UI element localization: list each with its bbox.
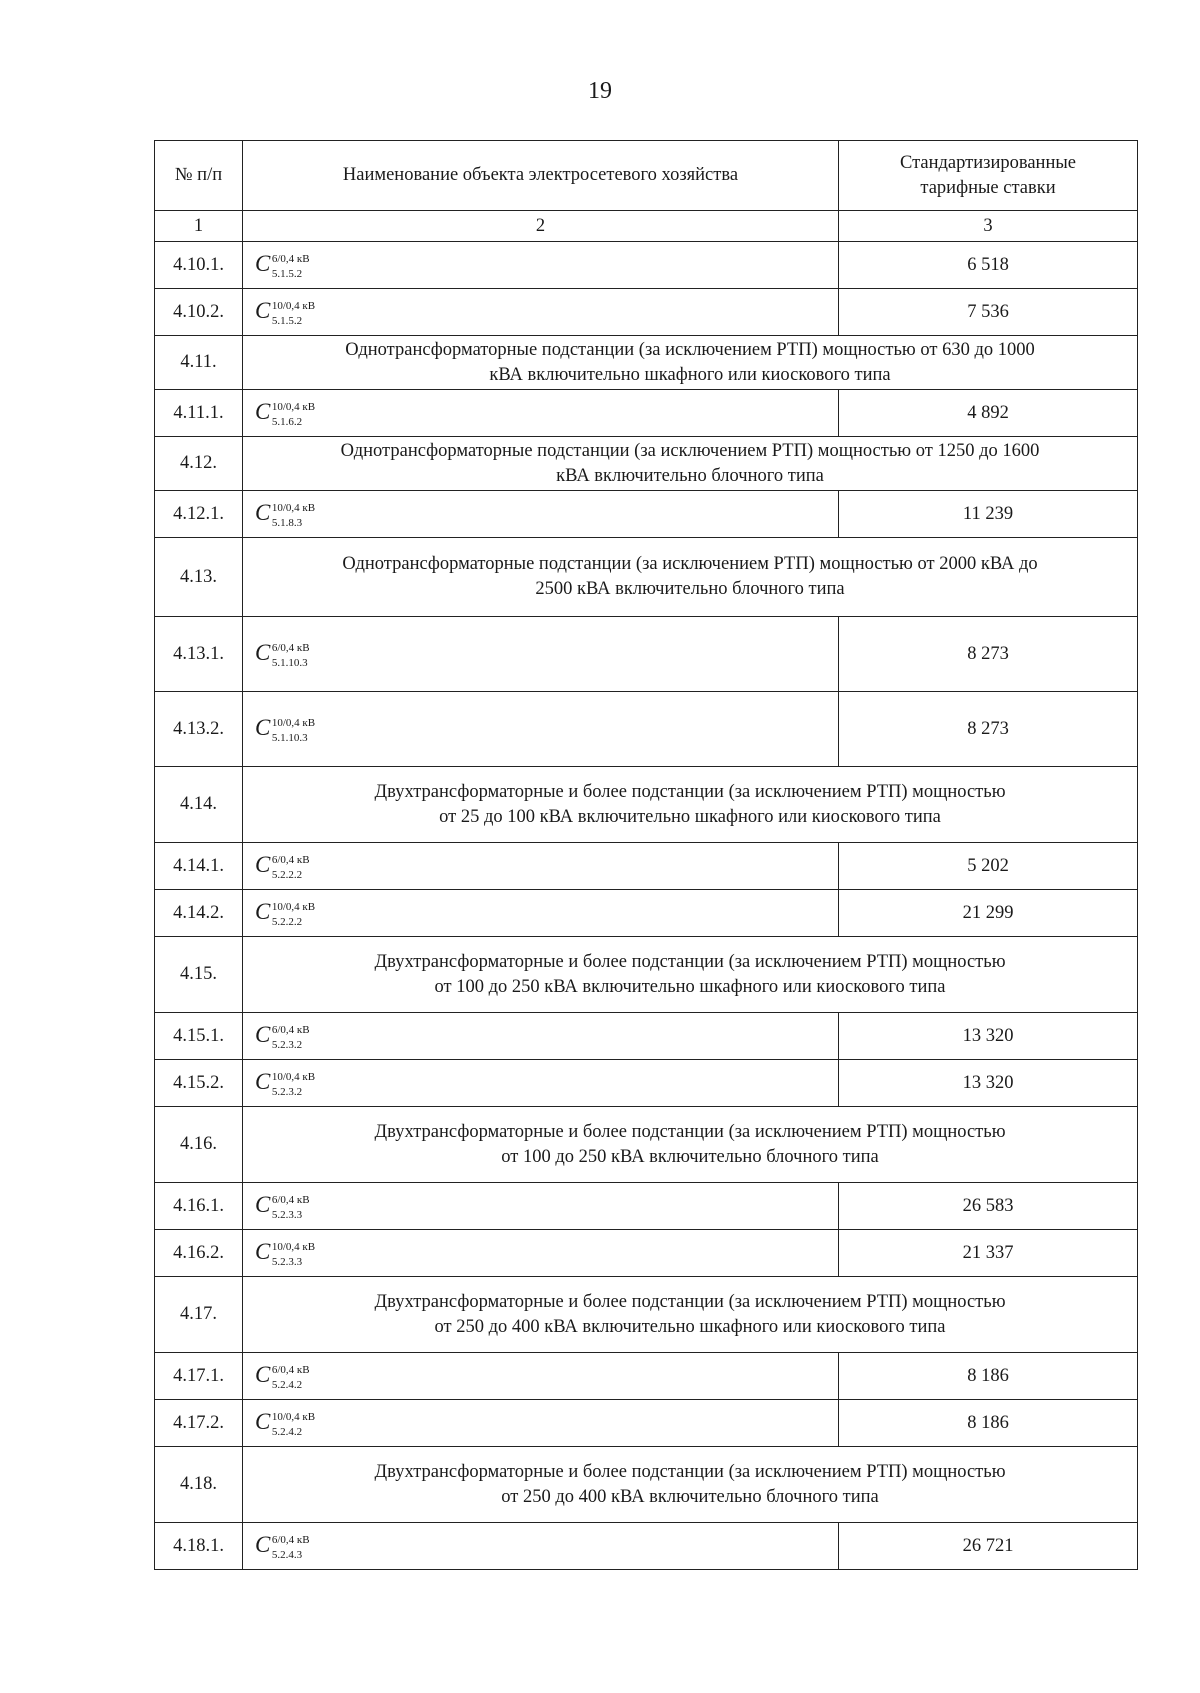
rate-symbol [243, 843, 839, 890]
row-number: 4.13.1. [155, 617, 243, 692]
rate-symbol [243, 1353, 839, 1400]
row-number: 4.16. [155, 1107, 243, 1183]
rate-symbol-scripts [271, 1193, 310, 1221]
rate-symbol-superscript: 6/0,4 кВ [271, 252, 310, 265]
section-row [155, 437, 1138, 491]
rate-symbol-subscript: 5.2.3.3 [271, 1208, 303, 1221]
rate-symbol-scripts [271, 1533, 310, 1561]
row-number: 4.16.1. [155, 1183, 243, 1230]
section-title-line2: кВА включительно блочного типа [556, 465, 824, 486]
rate-symbol [243, 1400, 839, 1447]
table-row [155, 890, 1138, 937]
row-number: 4.11. [155, 336, 243, 390]
table-row [155, 1400, 1138, 1447]
rate-symbol-scripts [271, 400, 316, 428]
header-rates [839, 141, 1138, 211]
section-title [243, 1107, 1138, 1183]
section-title [243, 1277, 1138, 1353]
rate-symbol [243, 491, 839, 538]
rate-value: 5 202 [839, 843, 1138, 890]
rate-value: 8 186 [839, 1353, 1138, 1400]
rate-symbol-superscript: 6/0,4 кВ [271, 1193, 310, 1206]
row-number: 4.18. [155, 1447, 243, 1523]
rate-value: 13 320 [839, 1060, 1138, 1107]
header-name: Наименование объекта электросетевого хозяйства [243, 141, 839, 211]
row-number: 4.17.2. [155, 1400, 243, 1447]
row-number: 4.10.2. [155, 289, 243, 336]
section-title [243, 336, 1138, 390]
rate-symbol-subscript: 5.1.10.3 [271, 731, 308, 744]
table-row [155, 390, 1138, 437]
rate-symbol-subscript: 5.2.4.2 [271, 1378, 303, 1391]
rate-value: 8 273 [839, 692, 1138, 767]
table-header-row [155, 141, 1138, 211]
rate-value: 21 299 [839, 890, 1138, 937]
rate-symbol-superscript: 6/0,4 кВ [271, 641, 310, 654]
tariff-table [154, 140, 1138, 1570]
rate-symbol-subscript: 5.2.4.2 [271, 1425, 303, 1438]
rate-symbol-letter: C [255, 1239, 271, 1264]
section-title-line2: от 250 до 400 кВА включительно шкафного или киоскового типа [434, 1316, 946, 1337]
row-number: 4.11.1. [155, 390, 243, 437]
rate-symbol-scripts [271, 900, 316, 928]
section-title-line1: Двухтрансформаторные и более подстанции (за исключением РТП) мощностью [374, 951, 1006, 972]
rate-value: 13 320 [839, 1013, 1138, 1060]
rate-symbol-scripts [271, 853, 310, 881]
table-row [155, 692, 1138, 767]
rate-symbol [243, 890, 839, 937]
header-number: № п/п [155, 141, 243, 211]
row-number: 4.15.1. [155, 1013, 243, 1060]
table-row [155, 843, 1138, 890]
rate-symbol-letter: C [255, 1192, 271, 1217]
column-number-row [155, 211, 1138, 242]
section-title-line1: Двухтрансформаторные и более подстанции (за исключением РТП) мощностью [374, 1291, 1006, 1312]
rate-symbol [243, 242, 839, 289]
page-number: 19 [588, 78, 612, 104]
section-title-line2: 2500 кВА включительно блочного типа [535, 579, 845, 599]
rate-symbol-letter: C [255, 298, 271, 323]
rate-value: 21 337 [839, 1230, 1138, 1277]
table-row [155, 1183, 1138, 1230]
rate-value: 26 721 [839, 1523, 1138, 1570]
rate-value: 11 239 [839, 491, 1138, 538]
row-number: 4.15. [155, 937, 243, 1013]
rate-symbol-letter: C [255, 852, 271, 877]
column-number-2: 2 [243, 211, 839, 242]
rate-symbol-letter: C [255, 251, 271, 276]
rate-symbol-letter: C [255, 399, 271, 424]
rate-symbol [243, 617, 839, 692]
rate-value: 4 892 [839, 390, 1138, 437]
row-number: 4.17. [155, 1277, 243, 1353]
section-title-line2: кВА включительно шкафного или киоскового типа [489, 364, 891, 385]
rate-symbol-scripts [271, 1410, 316, 1438]
rate-symbol-subscript: 5.1.5.2 [271, 314, 303, 327]
table-row [155, 1013, 1138, 1060]
row-number: 4.10.1. [155, 242, 243, 289]
rate-symbol-superscript: 6/0,4 кВ [271, 853, 310, 866]
rate-symbol-superscript: 10/0,4 кВ [271, 400, 316, 413]
column-number-3: 3 [839, 211, 1138, 242]
section-title [243, 767, 1138, 843]
section-row [155, 538, 1138, 617]
header-rates-line2: тарифные ставки [920, 177, 1056, 198]
rate-symbol-letter: C [255, 1362, 271, 1387]
section-title-line2: от 25 до 100 кВА включительно шкафного или киоскового типа [439, 806, 941, 827]
section-title-line1: Однотрансформаторные подстанции (за исключением РТП) мощностью от 630 до 1000 [345, 339, 1035, 360]
rate-symbol [243, 1230, 839, 1277]
rate-symbol-scripts [271, 299, 316, 327]
rate-symbol-subscript: 5.2.3.2 [271, 1085, 303, 1098]
rate-symbol-superscript: 10/0,4 кВ [271, 501, 316, 514]
rate-symbol-superscript: 10/0,4 кВ [271, 299, 316, 312]
rate-symbol-subscript: 5.1.10.3 [271, 656, 308, 669]
table-row [155, 1060, 1138, 1107]
section-title-line1: Однотрансформаторные подстанции (за исключением РТП) мощностью от 2000 кВА до [342, 554, 1038, 574]
table-row [155, 242, 1138, 289]
rate-symbol-superscript: 10/0,4 кВ [271, 1410, 316, 1423]
rate-symbol-letter: C [255, 715, 271, 740]
rate-symbol [243, 692, 839, 767]
rate-symbol-letter: C [255, 1022, 271, 1047]
section-row [155, 767, 1138, 843]
table-body [155, 242, 1138, 1570]
table-row [155, 491, 1138, 538]
column-number-1: 1 [155, 211, 243, 242]
section-title-line1: Двухтрансформаторные и более подстанции (за исключением РТП) мощностью [374, 781, 1006, 802]
rate-symbol-scripts [271, 501, 316, 529]
rate-value: 7 536 [839, 289, 1138, 336]
header-rates-line1: Стандартизированные [900, 152, 1076, 173]
section-row [155, 1277, 1138, 1353]
rate-symbol-scripts [271, 641, 310, 669]
section-title-line2: от 250 до 400 кВА включительно блочного типа [501, 1486, 879, 1507]
row-number: 4.15.2. [155, 1060, 243, 1107]
section-title-line2: от 100 до 250 кВА включительно блочного типа [501, 1146, 879, 1167]
section-title [243, 1447, 1138, 1523]
rate-symbol-scripts [271, 252, 310, 280]
rate-symbol-subscript: 5.2.2.2 [271, 868, 303, 881]
rate-symbol-superscript: 6/0,4 кВ [271, 1363, 310, 1376]
section-row [155, 937, 1138, 1013]
row-number: 4.14. [155, 767, 243, 843]
section-row [155, 1107, 1138, 1183]
section-title [243, 937, 1138, 1013]
row-number: 4.18.1. [155, 1523, 243, 1570]
section-title [243, 538, 1138, 617]
rate-symbol-subscript: 5.1.5.2 [271, 267, 303, 280]
rate-symbol-subscript: 5.2.2.2 [271, 915, 303, 928]
rate-value: 6 518 [839, 242, 1138, 289]
section-title-line1: Однотрансформаторные подстанции (за исключением РТП) мощностью от 1250 до 1600 [340, 440, 1040, 461]
table-row [155, 1230, 1138, 1277]
row-number: 4.12. [155, 437, 243, 491]
rate-symbol-superscript: 6/0,4 кВ [271, 1533, 310, 1546]
rate-symbol-subscript: 5.2.4.3 [271, 1548, 303, 1561]
rate-value: 8 273 [839, 617, 1138, 692]
rate-value: 26 583 [839, 1183, 1138, 1230]
rate-symbol-superscript: 10/0,4 кВ [271, 1240, 316, 1253]
rate-symbol-superscript: 6/0,4 кВ [271, 1023, 310, 1036]
rate-symbol-superscript: 10/0,4 кВ [271, 1070, 316, 1083]
rate-symbol [243, 1013, 839, 1060]
rate-symbol-letter: C [255, 1409, 271, 1434]
rate-symbol-superscript: 10/0,4 кВ [271, 900, 316, 913]
rate-symbol-letter: C [255, 500, 271, 525]
row-number: 4.17.1. [155, 1353, 243, 1400]
table-row [155, 289, 1138, 336]
rate-symbol-letter: C [255, 640, 271, 665]
rate-symbol [243, 1183, 839, 1230]
rate-symbol-subscript: 5.1.6.2 [271, 415, 303, 428]
rate-symbol-scripts [271, 1240, 316, 1268]
row-number: 4.14.1. [155, 843, 243, 890]
section-title-line1: Двухтрансформаторные и более подстанции (за исключением РТП) мощностью [374, 1121, 1006, 1142]
row-number: 4.13.2. [155, 692, 243, 767]
rate-symbol-letter: C [255, 1069, 271, 1094]
rate-symbol-subscript: 5.1.8.3 [271, 516, 303, 529]
row-number: 4.14.2. [155, 890, 243, 937]
rate-symbol-scripts [271, 1023, 310, 1051]
rate-symbol-letter: C [255, 1532, 271, 1557]
rate-symbol-superscript: 10/0,4 кВ [271, 716, 316, 729]
rate-symbol [243, 1523, 839, 1570]
rate-symbol-subscript: 5.2.3.2 [271, 1038, 303, 1051]
rate-symbol-scripts [271, 716, 316, 744]
section-row [155, 1447, 1138, 1523]
table-row [155, 1523, 1138, 1570]
row-number: 4.13. [155, 538, 243, 617]
rate-symbol-scripts [271, 1363, 310, 1391]
table-row [155, 617, 1138, 692]
section-title [243, 437, 1138, 491]
rate-symbol-subscript: 5.2.3.3 [271, 1255, 303, 1268]
rate-symbol-letter: C [255, 899, 271, 924]
rate-symbol [243, 1060, 839, 1107]
row-number: 4.12.1. [155, 491, 243, 538]
section-row [155, 336, 1138, 390]
section-title-line2: от 100 до 250 кВА включительно шкафного или киоскового типа [434, 976, 946, 997]
rate-symbol [243, 390, 839, 437]
row-number: 4.16.2. [155, 1230, 243, 1277]
rate-symbol [243, 289, 839, 336]
table-row [155, 1353, 1138, 1400]
rate-symbol-scripts [271, 1070, 316, 1098]
section-title-line1: Двухтрансформаторные и более подстанции (за исключением РТП) мощностью [374, 1461, 1006, 1482]
rate-value: 8 186 [839, 1400, 1138, 1447]
